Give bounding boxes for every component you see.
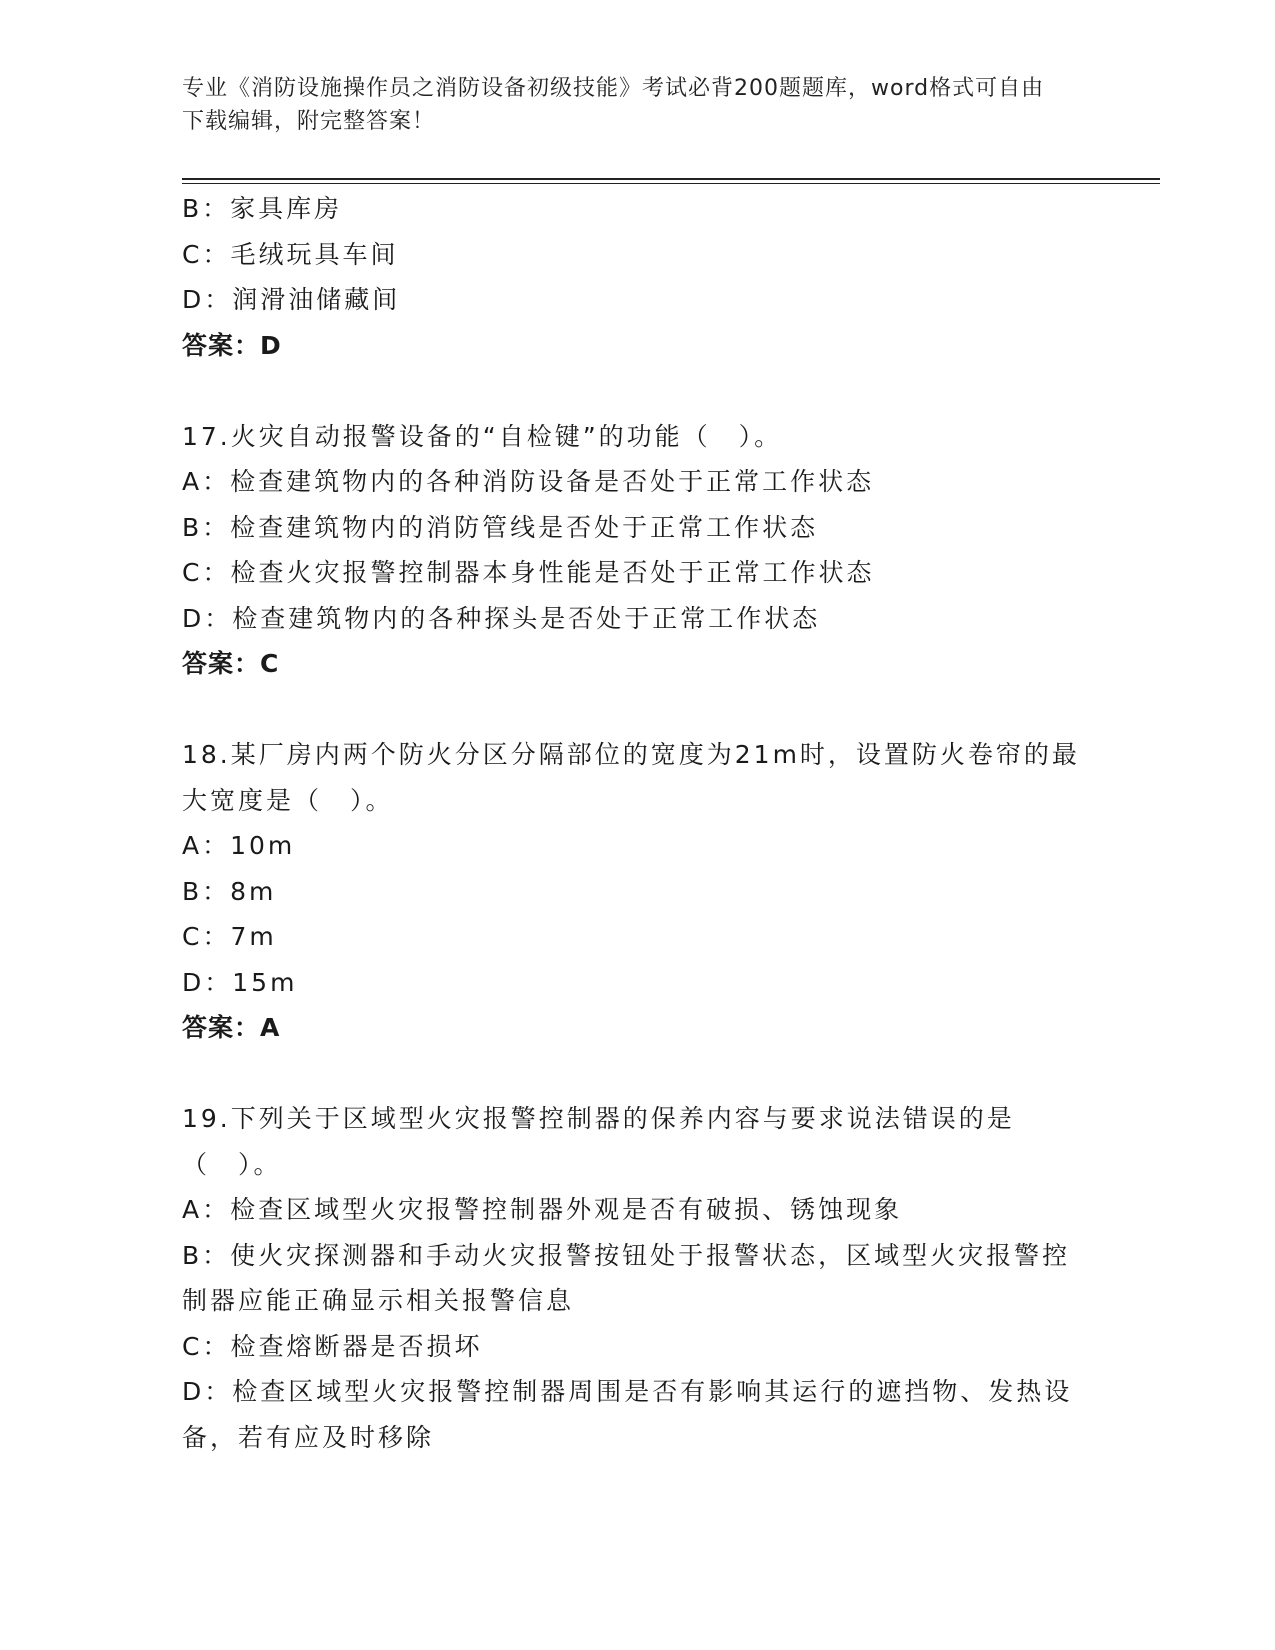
option-line bbox=[182, 459, 1082, 505]
option-label: D： bbox=[182, 603, 233, 633]
question-stem: 火灾自动报警设备的“自检键”的功能（ ）。 bbox=[230, 421, 783, 451]
option-line bbox=[182, 1233, 1082, 1324]
question-text bbox=[182, 414, 1082, 460]
spacer bbox=[182, 368, 1082, 414]
option-label: B： bbox=[182, 194, 231, 223]
option-text: 10m bbox=[230, 831, 296, 860]
question-18 bbox=[182, 732, 1082, 1051]
header-rule-thin bbox=[182, 183, 1160, 184]
answer-line: 答案：C bbox=[182, 649, 280, 678]
option-line bbox=[182, 914, 1082, 960]
option-text: 使火灾探测器和手动火灾报警按钮处于报警状态，区域型火灾报警控制器应能正确显示相关报警信息 bbox=[182, 1240, 1071, 1315]
option-line bbox=[182, 505, 1082, 551]
option-label: D： bbox=[182, 1377, 233, 1406]
option-line bbox=[182, 1324, 1082, 1370]
question-19 bbox=[182, 1096, 1082, 1460]
question-text bbox=[182, 1096, 1082, 1187]
option-text: 润滑油储藏间 bbox=[232, 285, 401, 314]
option-text: 检查火灾报警控制器本身性能是否处于正常工作状态 bbox=[230, 558, 875, 587]
option-label: A： bbox=[182, 831, 231, 860]
option-text: 检查区域型火灾报警控制器外观是否有破损、锈蚀现象 bbox=[230, 1195, 903, 1224]
option-text: 检查建筑物内的各种消防设备是否处于正常工作状态 bbox=[230, 467, 875, 496]
option-line bbox=[182, 1369, 1082, 1460]
document-header: 专业《消防设施操作员之消防设备初级技能》考试必背200题题库，word格式可自由下载编辑，附完整答案！ bbox=[182, 76, 1045, 134]
spacer bbox=[182, 687, 1082, 733]
option-line bbox=[182, 232, 1082, 278]
prev-question-options bbox=[182, 186, 1082, 368]
option-label: D： bbox=[182, 967, 233, 997]
question-stem: 下列关于区域型火灾报警控制器的保养内容与要求说法错误的是（ ）。 bbox=[182, 1104, 1015, 1179]
option-label: D： bbox=[182, 285, 233, 314]
option-label: A： bbox=[182, 1195, 231, 1224]
question-number: 19. bbox=[182, 1104, 231, 1133]
option-label: C： bbox=[182, 922, 231, 951]
spacer bbox=[182, 1051, 1082, 1097]
header-rule-thick bbox=[182, 178, 1160, 180]
question-stem: 某厂房内两个防火分区分隔部位的宽度为21m时，设置防火卷帘的最大宽度是（ ）。 bbox=[182, 740, 1080, 815]
option-line bbox=[182, 186, 1082, 232]
option-label: B： bbox=[182, 512, 231, 542]
option-text: 检查区域型火灾报警控制器周围是否有影响其运行的遮挡物、发热设备，若有应及时移除 bbox=[182, 1377, 1073, 1452]
document-body bbox=[182, 186, 1082, 1460]
option-line bbox=[182, 869, 1082, 915]
option-text: 检查熔断器是否损坏 bbox=[230, 1331, 483, 1361]
option-line bbox=[182, 1187, 1082, 1233]
option-text: 15m bbox=[232, 967, 298, 997]
question-text bbox=[182, 732, 1082, 823]
option-line bbox=[182, 596, 1082, 642]
option-line bbox=[182, 550, 1082, 596]
option-label: C： bbox=[182, 239, 231, 269]
option-label: C： bbox=[182, 558, 231, 587]
option-text: 8m bbox=[230, 876, 277, 906]
option-line bbox=[182, 823, 1082, 869]
option-text: 检查建筑物内的消防管线是否处于正常工作状态 bbox=[230, 512, 819, 542]
option-text: 家具库房 bbox=[230, 194, 343, 223]
option-text: 7m bbox=[230, 922, 277, 951]
answer-line: 答案：A bbox=[182, 1013, 281, 1042]
answer-line: 答案：D bbox=[182, 330, 282, 360]
option-label: B： bbox=[182, 1240, 231, 1270]
option-line bbox=[182, 277, 1082, 323]
option-text: 毛绒玩具车间 bbox=[230, 239, 399, 269]
question-number: 18. bbox=[182, 740, 231, 769]
option-label: C： bbox=[182, 1331, 231, 1361]
question-number: 17. bbox=[182, 421, 231, 451]
option-label: B： bbox=[182, 876, 231, 906]
option-label: A： bbox=[182, 467, 231, 496]
option-text: 检查建筑物内的各种探头是否处于正常工作状态 bbox=[232, 603, 821, 633]
question-17 bbox=[182, 414, 1082, 687]
option-line bbox=[182, 960, 1082, 1006]
